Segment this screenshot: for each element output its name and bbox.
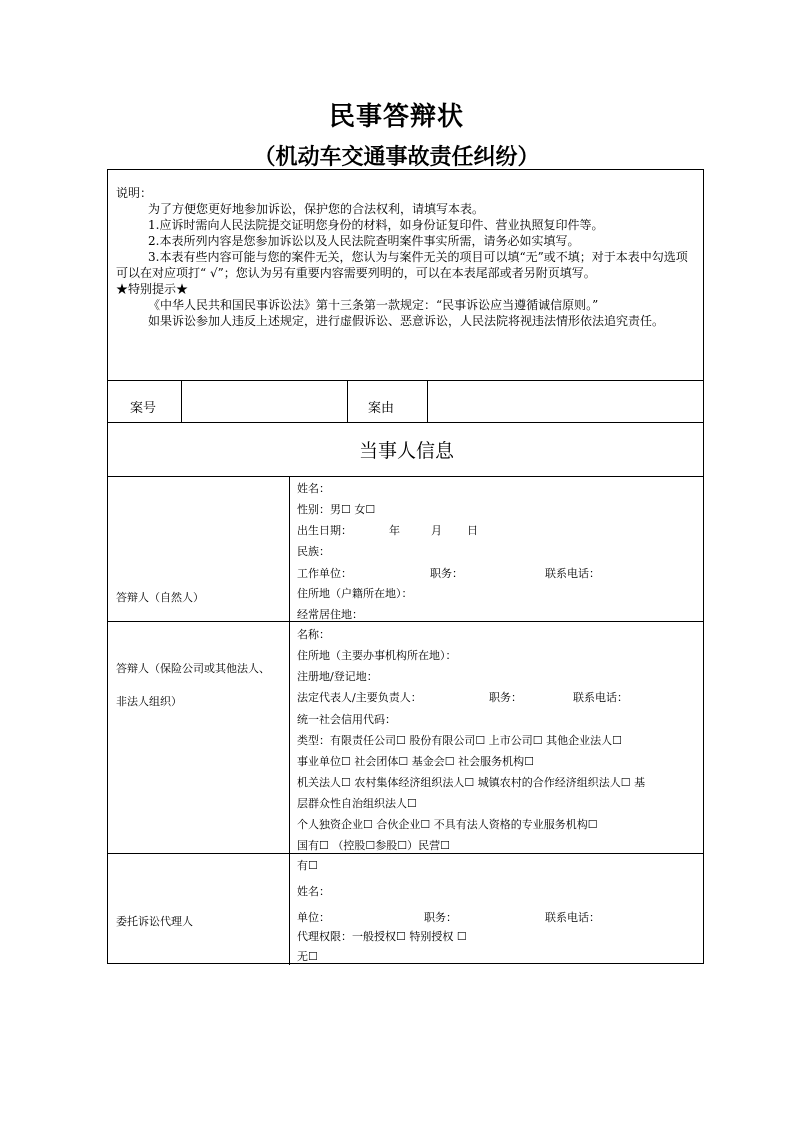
org-type-options[interactable]: 事业单位☐ 社会团体☐ 基金会☐ 社会服务机构☐ xyxy=(297,755,534,768)
party-info-title: 当事人信息 xyxy=(358,440,454,462)
gender-field[interactable]: 性别：男☐ 女☐ xyxy=(297,503,376,516)
registration-field[interactable]: 注册地/登记地： xyxy=(297,670,378,683)
case-number-field[interactable] xyxy=(190,396,340,414)
agent-authority-options[interactable]: 代理权限：一般授权☐ 特别授权 ☐ xyxy=(297,930,467,943)
residence-field[interactable]: 经常居住地： xyxy=(297,608,363,621)
position-field[interactable]: 职务： xyxy=(430,567,463,580)
org-domicile-field[interactable]: 住所地（主要办事机构所在地）： xyxy=(297,649,457,662)
case-number-label: 案号 xyxy=(130,401,157,416)
representative-field[interactable]: 法定代表人/主要负责人： xyxy=(297,691,422,704)
document-title: 民事答辩状 xyxy=(328,102,464,132)
instruction-item: 1.应诉时需向人民法院提交证明您身份的材料，如身份证复印件、营业执照复印件等。 xyxy=(148,218,604,232)
divider xyxy=(108,621,703,622)
instructions xyxy=(116,185,696,329)
ownership-options[interactable]: 国有☐ （控股☐参股☐）民营☐ xyxy=(297,839,450,852)
divider xyxy=(181,380,182,422)
domicile-field[interactable]: 住所地（户籍所在地）： xyxy=(297,587,413,600)
agent-label: 委托诉讼代理人 xyxy=(116,915,193,928)
work-unit-field[interactable]: 工作单位： xyxy=(297,567,352,580)
name-field[interactable]: 姓名： xyxy=(297,482,330,495)
case-cause-field[interactable] xyxy=(436,396,696,414)
special-notice-item: 如果诉讼参加人违反上述规定，进行虚假诉讼、恶意诉讼，人民法院将视违法情形依法追究责任。 xyxy=(148,314,665,328)
legal-person-label: 非法人组织） xyxy=(116,695,182,708)
document-subtitle: （机动车交通事故责任纠纷） xyxy=(253,144,540,170)
birth-month-label: 月 xyxy=(431,524,442,537)
phone-field[interactable]: 联系电话： xyxy=(545,567,600,580)
agent-none-checkbox[interactable]: 无☐ xyxy=(297,950,318,963)
agent-unit-field[interactable]: 单位： xyxy=(297,911,330,924)
special-notice-heading: ★特别提示★ xyxy=(116,282,189,296)
instruction-item: 3.本表有些内容可能与您的案件无关，您认为与案件无关的项目可以填“无”或不填；对于本表中勾选项可以在对应项打“ √”；您认为另有重要内容需要列明的，可以在本表尾部或者另附页填写。 xyxy=(116,250,688,280)
instructions-intro: 为了方便您更好地参加诉讼，保护您的合法权利，请填写本表。 xyxy=(148,202,485,216)
defense-form xyxy=(107,169,704,964)
org-type-options[interactable]: 机关法人☐ 农村集体经济组织法人☐ 城镇农村的合作经济组织法人☐ 基 xyxy=(297,776,646,789)
birth-year-label: 年 xyxy=(389,524,400,537)
divider xyxy=(427,380,428,422)
divider xyxy=(347,380,348,422)
agent-position-field[interactable]: 职务： xyxy=(424,911,457,924)
ethnicity-field[interactable]: 民族： xyxy=(297,545,330,558)
special-notice-item: 《中华人民共和国民事诉讼法》第十三条第一款规定：“民事诉讼应当遵循诚信原则。” xyxy=(148,298,599,312)
case-cause-label: 案由 xyxy=(368,401,395,416)
agent-yes-checkbox[interactable]: 有☐ xyxy=(297,859,318,872)
instructions-heading: 说明： xyxy=(116,186,153,200)
rep-position-field[interactable]: 职务： xyxy=(489,691,522,704)
org-type-options[interactable]: 类型：有限责任公司☐ 股份有限公司☐ 上市公司☐ 其他企业法人☐ xyxy=(297,734,622,747)
legal-person-label: 答辩人（保险公司或其他法人、 xyxy=(116,662,270,675)
org-type-options[interactable]: 个人独资企业☐ 合伙企业☐ 不具有法人资格的专业服务机构☐ xyxy=(297,818,598,831)
rep-phone-field[interactable]: 联系电话： xyxy=(573,691,628,704)
divider xyxy=(108,380,703,381)
agent-phone-field[interactable]: 联系电话： xyxy=(545,911,600,924)
divider xyxy=(108,422,703,423)
credit-code-field[interactable]: 统一社会信用代码： xyxy=(297,713,396,726)
divider xyxy=(289,476,290,965)
natural-person-label: 答辩人（自然人） xyxy=(116,591,204,604)
org-type-options[interactable]: 层群众性自治组织法人☐ xyxy=(297,797,417,810)
agent-name-field[interactable]: 姓名： xyxy=(297,885,330,898)
divider xyxy=(108,853,703,854)
divider xyxy=(108,476,703,477)
org-name-field[interactable]: 名称： xyxy=(297,628,330,641)
instruction-item: 2.本表所列内容是您参加诉讼以及人民法院查明案件事实所需，请务必如实填写。 xyxy=(148,234,580,248)
birth-date-field[interactable]: 出生日期： xyxy=(297,524,352,537)
birth-day-label: 日 xyxy=(467,524,478,537)
